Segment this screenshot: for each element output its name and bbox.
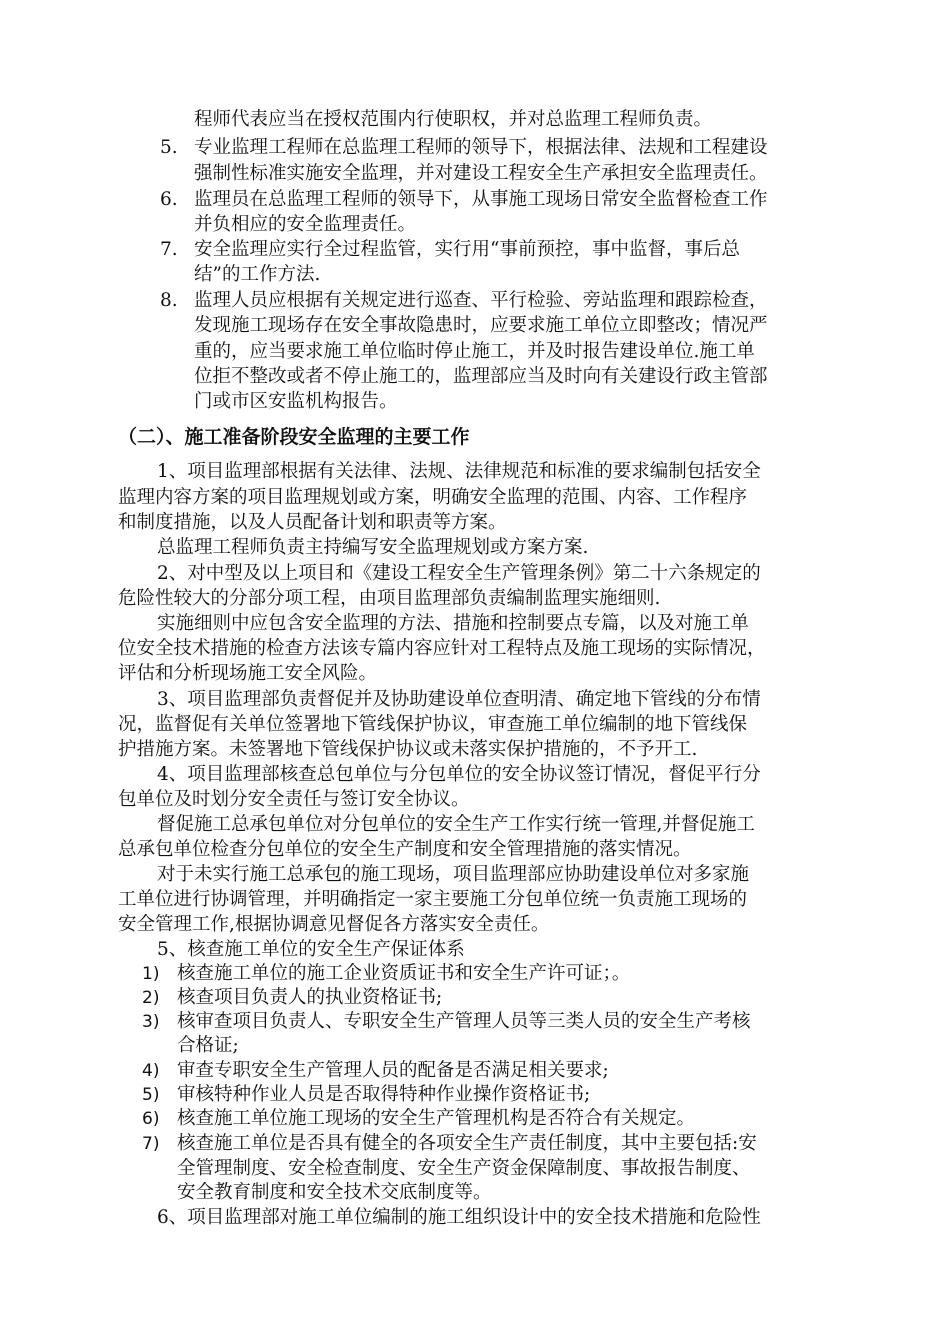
list-number: 3): [142, 1012, 160, 1032]
list-number: 6): [142, 1109, 160, 1129]
text-line: 位拒不整改或者不停止施工的，监理部应当及时向有关建设行政主管部: [194, 366, 768, 387]
text-line: 安全管理工作,根据协调意见督促各方落实安全责任。: [118, 914, 550, 935]
list-number: 8.: [160, 290, 178, 311]
text-line: 强制性标准实施安全监理，并对建设工程安全生产承担安全监理责任。: [194, 163, 768, 184]
text-line: 监理内容方案的项目监理规划或方案，明确安全监理的范围、内容、工作程序: [118, 487, 748, 508]
text-line: 核查施工单位的施工企业资质证书和安全生产许可证；。: [177, 963, 631, 984]
text-line: 包单位及时划分安全责任与签订安全协议。: [118, 789, 470, 810]
list-number: 5.: [160, 137, 178, 158]
text-line: 位安全技术措施的检查方法该专篇内容应针对工程特点及施工现场的实际情况，: [118, 638, 766, 659]
text-line: 对于未实行施工总承包的施工现场，项目监理部应协助建设单位对多家施: [157, 864, 750, 885]
text-line: 1、项目监理部根据有关法律、法规、法律规范和标准的要求编制包括安全: [157, 461, 761, 482]
text-line: 核审查项目负责人、专职安全生产管理人员等三类人员的安全生产考核: [177, 1011, 751, 1032]
text-line: 和制度措施，以及人员配备计划和职责等方案。: [118, 512, 507, 533]
text-line: 结”的工作方法.: [194, 264, 321, 285]
list-number: 6.: [160, 189, 178, 210]
text-line: 审核特种作业人员是否取得特种作业操作资格证书;: [177, 1084, 591, 1105]
list-number: 1): [142, 964, 160, 984]
text-line: 总监理工程师负责主持编写安全监理规划或方案方案.: [157, 537, 589, 558]
text-line: 2、对中型及以上项目和《建设工程安全生产管理条例》第二十六条规定的: [157, 563, 761, 584]
text-line: 安全监理应实行全过程监管，实行用“事前预控，事中监督，事后总: [194, 239, 740, 260]
text-line: 监理人员应根据有关规定进行巡查、平行检验、旁站监理和跟踪检查，: [194, 290, 768, 311]
text-line: 并负相应的安全监理责任。: [194, 214, 417, 235]
text-line: 5、核查施工单位的安全生产保证体系: [157, 939, 465, 960]
text-line: 重的，应当要求施工单位临时停止施工，并及时报告建设单位.施工单: [194, 341, 755, 362]
text-line: 6、项目监理部对施工单位编制的施工组织设计中的安全技术措施和危险性: [157, 1207, 761, 1228]
list-number: 7.: [160, 239, 178, 260]
text-line: 危险性较大的分部分项工程，由项目监理部负责编制监理实施细则.: [118, 588, 661, 609]
text-line: 发现施工现场存在安全事故隐患时，应要求施工单位立即整改；情况严: [194, 315, 768, 336]
text-line: 4、项目监理部核查总包单位与分包单位的安全协议签订情况，督促平行分: [157, 764, 761, 785]
text-line: 护措施方案。未签署地下管线保护协议或未落实保护措施的，不予开工.: [118, 739, 698, 760]
text-line: 审查专职安全生产管理人员的配备是否满足相关要求;: [177, 1060, 609, 1081]
section-heading: （二）、施工准备阶段安全监理的主要工作: [118, 426, 470, 448]
text-line: 核查施工单位是否具有健全的各项安全生产责任制度，其中主要包括:安: [177, 1133, 757, 1154]
text-line: 工单位进行协调管理，并明确指定一家主要施工分包单位统一负责施工现场的: [118, 889, 748, 910]
list-number: 2): [142, 988, 160, 1008]
list-number: 5): [142, 1085, 160, 1105]
list-number: 7): [142, 1134, 160, 1154]
text-line: 评估和分析现场施工安全风险。: [118, 663, 378, 684]
text-line: 况，监督促有关单位签署地下管线保护协议，审查施工单位编制的地下管线保: [118, 714, 748, 735]
text-line: 全管理制度、安全检查制度、安全生产资金保障制度、事故报告制度、: [177, 1158, 751, 1179]
list-number: 4): [142, 1061, 160, 1081]
text-line: 监理员在总监理工程师的领导下，从事施工现场日常安全监督检查工作: [194, 189, 768, 210]
text-line: 核查施工单位施工现场的安全生产管理机构是否符合有关规定。: [177, 1108, 696, 1129]
text-line: 实施细则中应包含安全监理的方法、措施和控制要点专篇，以及对施工单: [157, 613, 750, 634]
text-line: 总承包单位检查分包单位的安全生产制度和安全管理措施的落实情况。: [118, 839, 692, 860]
text-line: 安全教育制度和安全技术交底制度等。: [177, 1182, 492, 1203]
text-line: 门或市区安监机构报告。: [194, 391, 398, 412]
text-line: 程师代表应当在授权范围内行使职权，并对总监理工程师负责。: [194, 109, 713, 130]
text-line: 督促施工总承包单位对分包单位的安全生产工作实行统一管理,并督促施工: [157, 814, 755, 835]
text-line: 核查项目负责人的执业资格证书;: [177, 987, 443, 1008]
text-line: 3、项目监理部负责督促并及协助建设单位查明清、确定地下管线的分布情: [157, 689, 761, 710]
text-line: 专业监理工程师在总监理工程师的领导下，根据法律、法规和工程建设: [194, 137, 768, 158]
text-line: 合格证;: [177, 1035, 239, 1056]
